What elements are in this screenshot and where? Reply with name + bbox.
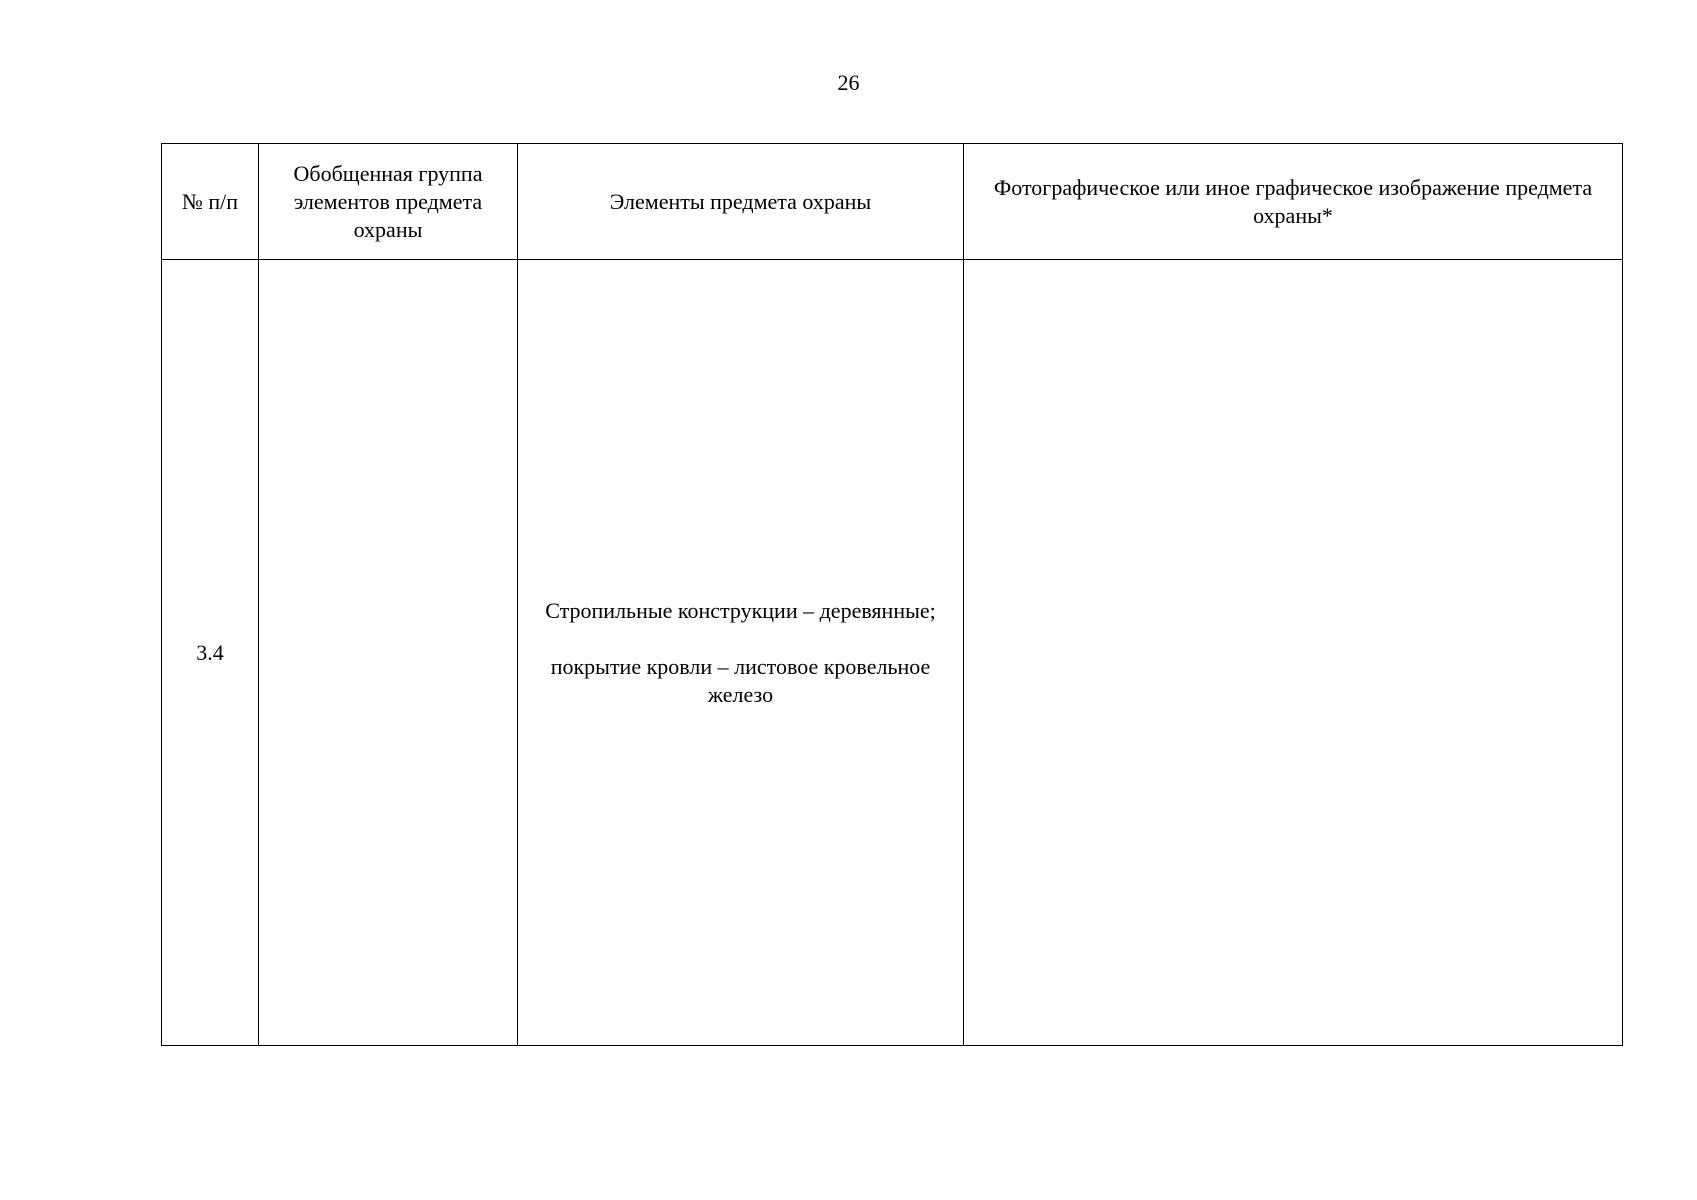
row-number: 3.4 — [162, 260, 259, 1046]
elements-rafters: Стропильные конструкции – деревянные; — [545, 597, 936, 623]
table-row — [162, 260, 1623, 1046]
page-number: 26 — [837, 70, 860, 95]
row-photo — [964, 260, 1623, 1046]
elements-roofing: покрытие кровли – листовое кровельное железо — [550, 653, 931, 707]
header-number: № п/п — [162, 144, 259, 260]
header-elements: Элементы предмета охраны — [518, 144, 964, 260]
table-header-row — [162, 144, 1623, 260]
row-elements — [518, 260, 964, 1046]
row-group — [259, 260, 518, 1046]
header-photo: Фотографическое или иное графическое изображение предмета охраны* — [964, 144, 1623, 260]
protection-subject-table — [161, 143, 1623, 1046]
header-group: Обобщенная группа элементов предмета охраны — [259, 144, 518, 260]
